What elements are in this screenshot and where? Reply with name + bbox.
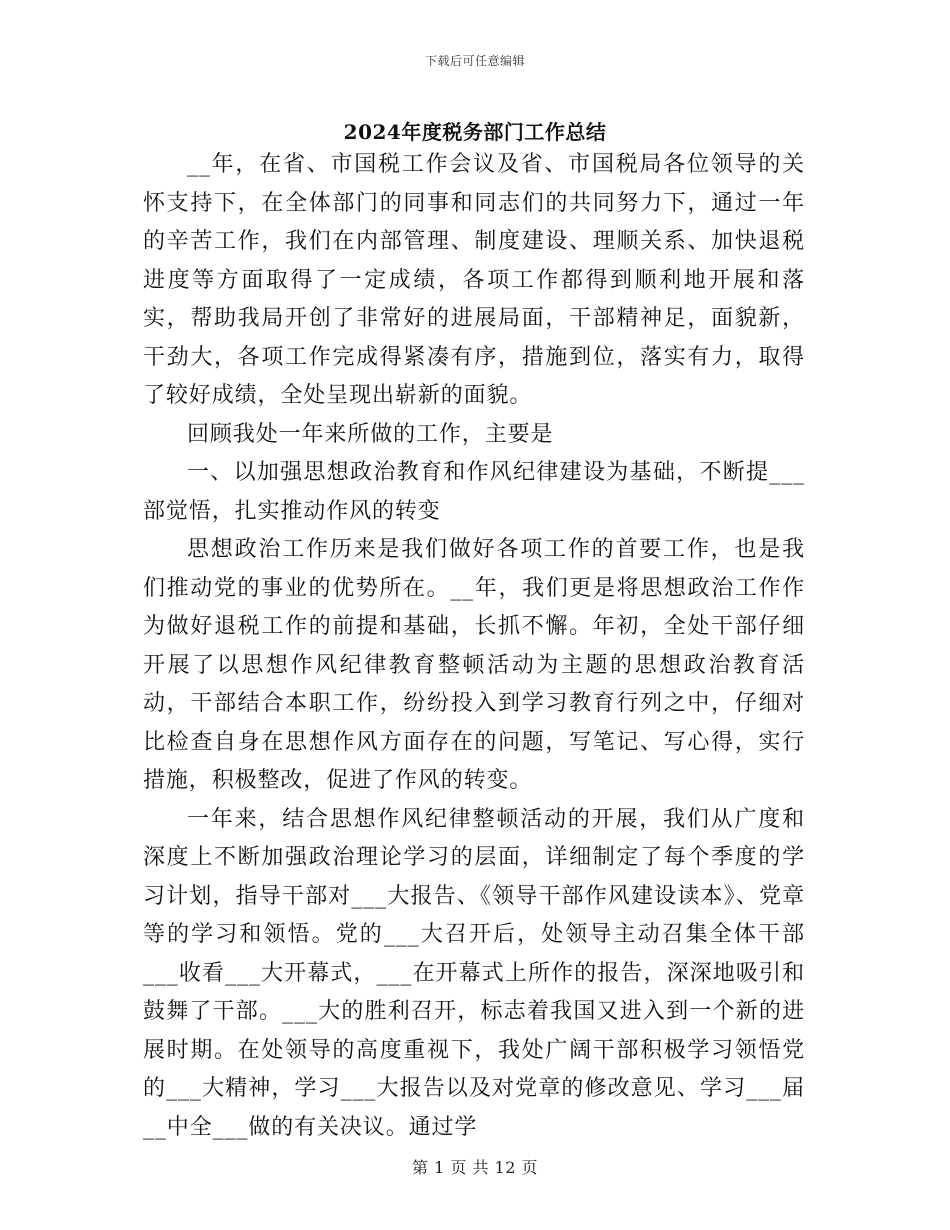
section-heading-1: 一、以加强思想政治教育和作风纪律建设为基础，不断提___部觉悟，扎实推动作风的转变 xyxy=(143,460,805,524)
download-note: 下载后可任意编辑 xyxy=(424,54,525,68)
paragraph-political-work: 思想政治工作历来是我们做好各项工作的首要工作，也是我们推动党的事业的优势所在。__年，我们更是将思想政治工作作为做好退税工作的前提和基础，长抓不懈。年初，全处干部仔细开展了以思想作风纪律教育整顿活动为主题的思想政治教育活动，干部结合本职工作，纷纷投入到学习教育行列之中，仔细对比检查自身在思想作风方面存在的问题，写笔记、写心得，实行措施，积极整改，促进了作风的转变。 xyxy=(143,537,805,793)
document-body xyxy=(143,146,805,1147)
paragraph-intro: __年，在省、市国税工作会议及省、市国税局各位领导的关怀支持下，在全体部门的同事和同志们的共同努力下，通过一年的辛苦工作，我们在内部管理、制度建设、理顺关系、加快退税进度等方面取得了一定成绩，各项工作都得到顺利地开展和落实，帮助我局开创了非常好的进展局面，干部精神足，面貌新，干劲大，各项工作完成得紧凑有序，措施到位，落实有力，取得了较好成绩，全处呈现出崭新的面貌。 xyxy=(143,152,805,408)
document-title: 2024年度税务部门工作总结 xyxy=(343,120,607,144)
paragraph-review-lead: 回顾我处一年来所做的工作，主要是 xyxy=(187,421,554,447)
paragraph-theory-study: 一年来，结合思想作风纪律整顿活动的开展，我们从广度和深度上不断加强政治理论学习的层面，详细制定了每个季度的学习计划，指导干部对___大报告、《领导干部作风建设读本》、党章等的学习和领悟。党的___大召开后，处领导主动召集全体干部___收看___大开幕式，___在开幕式上所作的报告，深深地吸引和鼓舞了干部。___大的胜利召开，标志着我国又进入到一个新的进展时期。在处领导的高度重视下，我处广阔干部积极学习领悟党的___大精神，学习___大报告以及对党章的修改意见、学习___届__中全___做的有关决议。通过学 xyxy=(143,806,805,1140)
page-number: 第 1 页 共 12 页 xyxy=(412,1158,538,1177)
